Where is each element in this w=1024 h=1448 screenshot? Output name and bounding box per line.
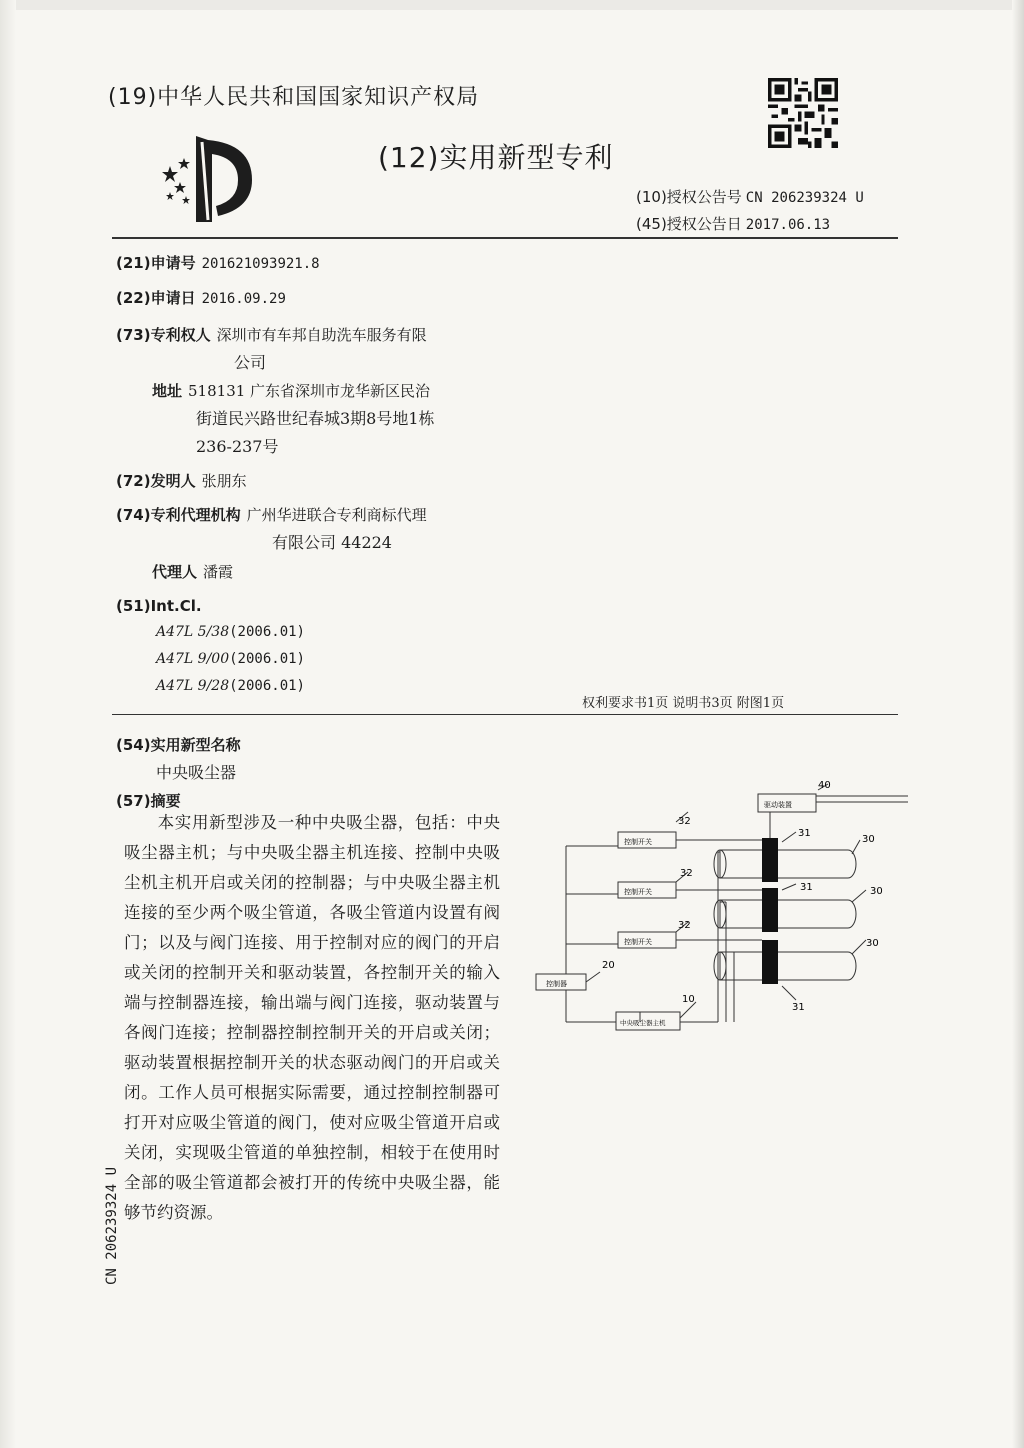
patent-agency-label: (74)专利代理机构 [116, 506, 241, 524]
host-label: 中央吸尘器主机 [620, 1019, 666, 1027]
ipc-code-1-code: A47L 5/38 [156, 624, 230, 640]
application-date-label: (22)申请日 [116, 289, 196, 307]
publication-number [636, 186, 864, 207]
publication-date [636, 213, 830, 234]
side-publication-number-text: CN 206239324 U [104, 1166, 120, 1285]
utility-model-title: 中央吸尘器 [156, 763, 237, 782]
abstract-text [124, 808, 500, 1228]
patentee-label: (73)专利权人 [116, 326, 211, 344]
ref-30-a: 30 [862, 834, 875, 845]
ref-32-a: 32 [678, 816, 691, 827]
application-date [116, 283, 286, 314]
cnipa-logo-icon [156, 136, 256, 222]
header-divider [112, 237, 898, 239]
address-line1: 518131 广东省深圳市龙华新区民治 [188, 382, 431, 400]
application-date-value: 2016.09.29 [201, 291, 286, 307]
ipc-code-2 [156, 651, 305, 667]
agent-value: 潘霞 [203, 563, 234, 581]
duct-1 [720, 850, 856, 878]
inventor-value: 张朋东 [201, 472, 247, 490]
qr-code-icon [768, 78, 838, 148]
ref-30-b: 30 [870, 886, 883, 897]
ref-30-c: 30 [866, 938, 879, 949]
control-switch-label-2: 控制开关 [624, 888, 652, 896]
drive-device-label: 驱动装置 [764, 801, 792, 809]
ref-20: 20 [602, 960, 615, 971]
publication-date-label: (45)授权公告日 [636, 215, 742, 233]
inventor-label: (72)发明人 [116, 472, 196, 490]
scan-edge-left [0, 0, 16, 1448]
valve-2 [762, 888, 778, 932]
controller-label: 控制器 [546, 980, 567, 988]
publication-date-value: 2017.06.13 [745, 217, 831, 233]
address-label: 地址 [152, 382, 183, 400]
agent [152, 557, 233, 587]
control-switch-label-3: 控制开关 [624, 938, 652, 946]
address-line2: 街道民兴路世纪春城3期8号地1栋 [196, 409, 435, 428]
int-cl-label-text: (51)Int.Cl. [116, 597, 202, 615]
patentee-line2: 公司 [234, 353, 267, 372]
pages-info: 权利要求书1页 说明书3页 附图1页 [582, 696, 785, 711]
patentee [116, 320, 427, 350]
ref-31-c: 31 [792, 1002, 805, 1013]
ipc-code-3 [156, 678, 305, 694]
ipc-code-2-date: (2006.01) [229, 651, 305, 667]
patent-agency-line2: 有限公司 44224 [272, 533, 392, 552]
title-label-text: (54)实用新型名称 [116, 736, 241, 754]
duct-2 [720, 900, 856, 928]
ipc-code-1-date: (2006.01) [229, 624, 305, 640]
valve-3 [762, 940, 778, 984]
scan-edge-top [0, 0, 1024, 10]
ipc-code-1 [156, 624, 305, 640]
ref-10: 10 [682, 994, 695, 1005]
biblio-divider [112, 714, 898, 715]
ref-32-c: 32 [678, 920, 691, 931]
patent-agency-line1: 广州华进联合专利商标代理 [246, 506, 427, 524]
patentee-line1: 深圳市有车邦自助洗车服务有限 [216, 326, 427, 344]
address-line3: 236-237号 [196, 437, 279, 456]
abstract-figure [530, 772, 910, 1042]
control-switch-label-1: 控制开关 [624, 838, 652, 846]
abstract-body: 本实用新型涉及一种中央吸尘器，包括：中央吸尘器主机；与中央吸尘器主机连接、控制中央吸尘机主机开启或关闭的控制器；与中央吸尘器主机连接的至少两个吸尘管道，各吸尘管道内设置有阀门；以及与阀门连接、用于控制对应的阀门的开启或关闭的控制开关和驱动装置，各控制开关的输入端与控制器连接，输出端与阀门连接，驱动装置与各阀门连接；控制器控制控制开关的开启或关闭；驱动装置根据控制开关的状态驱动阀门的开启或关闭。工作人员可根据实际需要，通过控制控制器可打开对应吸尘管道的阀门，使对应吸尘管道开启或关闭，实现吸尘管道的单独控制，相较于在使用时全部的吸尘管道都会被打开的传统中央吸尘器，能够节约资源。 [124, 813, 500, 1222]
ref-40: 40 [818, 780, 831, 791]
ipc-code-3-code: A47L 9/28 [156, 678, 230, 694]
application-number-value: 201621093921.8 [201, 256, 320, 272]
valve-1 [762, 838, 778, 882]
inventor [116, 466, 247, 496]
agent-label: 代理人 [152, 563, 198, 581]
duct-3 [720, 952, 856, 980]
side-publication-number [104, 1155, 124, 1285]
publication-number-value: CN 206239324 U [745, 190, 864, 206]
abstract-label-text: (57)摘要 [116, 792, 181, 810]
utility-model-title-label [116, 730, 241, 760]
scan-edge-right [1012, 0, 1024, 1448]
publication-number-label: (10)授权公告号 [636, 188, 742, 206]
application-number-label: (21)申请号 [116, 254, 196, 272]
int-cl-label [116, 591, 202, 621]
application-number [116, 248, 320, 279]
ref-31-b: 31 [800, 882, 813, 893]
address [152, 376, 430, 406]
ref-31-a: 31 [798, 828, 811, 839]
office-name: (19)中华人民共和国国家知识产权局 [108, 85, 480, 110]
ipc-code-2-code: A47L 9/00 [156, 651, 230, 667]
ipc-code-3-date: (2006.01) [229, 678, 305, 694]
patent-agency [116, 500, 427, 530]
document-type: (12)实用新型专利 [378, 141, 614, 174]
ref-32-b: 32 [680, 868, 693, 879]
